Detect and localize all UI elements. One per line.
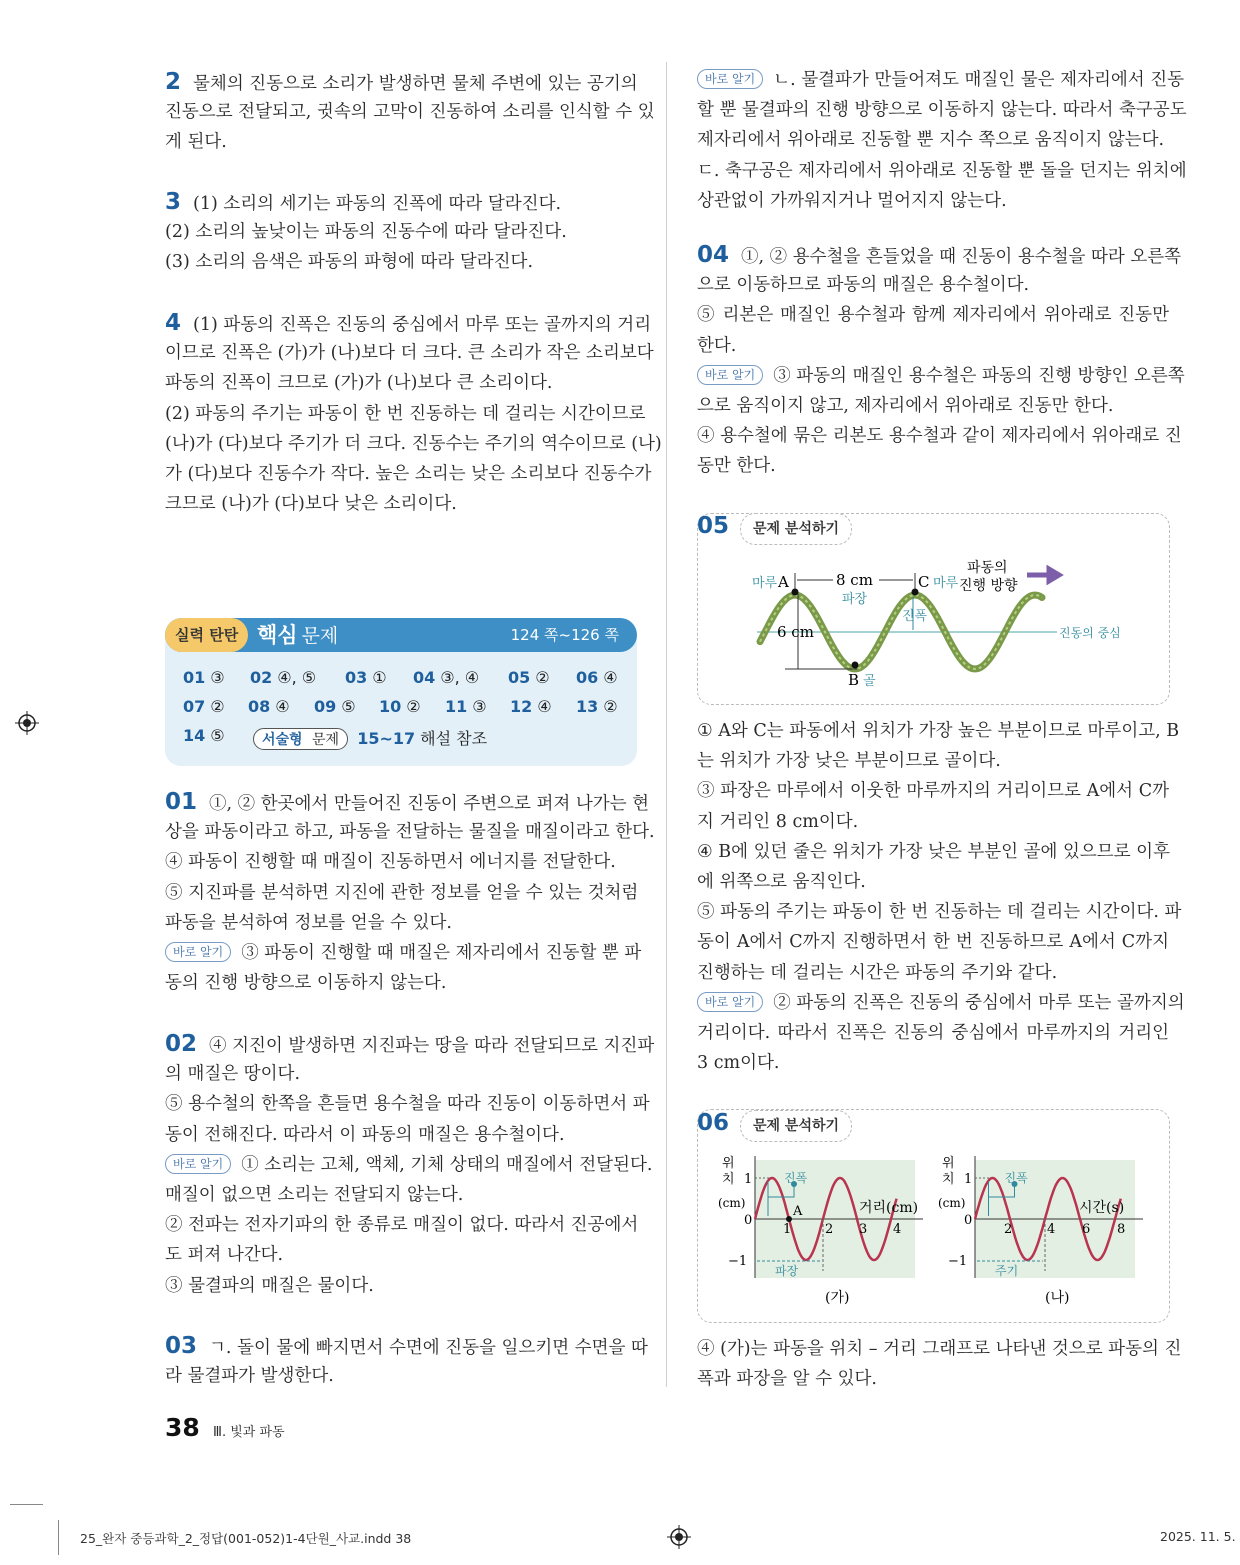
text-line — [697, 746, 1169, 776]
x-tick: 4 — [893, 1222, 902, 1237]
line-text: ③ 파동이 진행할 때 매질은 제자리에서 진동할 뿐 파 — [241, 942, 642, 963]
line-text: ④ (가)는 파동을 위치 – 거리 그래프로 나타낸 것으로 파동의 진 — [697, 1339, 1182, 1359]
essay-tag-bold: 서술형 — [262, 732, 303, 748]
line-text: ③ 파장은 마루에서 이웃한 마루까지의 거리이므로 A에서 C까 — [697, 781, 1169, 802]
correction-badge: 바로 알기 — [165, 1154, 231, 1174]
answer-choice: ② — [535, 668, 550, 687]
answer-question: 06 — [576, 668, 599, 687]
text-line — [697, 927, 1169, 957]
line-text: (1) 파동의 진폭은 진동의 중심에서 마루 또는 골까지의 거리 — [193, 315, 652, 335]
answer-question: 05 — [508, 668, 531, 687]
text-line — [165, 1029, 655, 1059]
text-line — [165, 368, 637, 398]
answer-choice: ④, ⑤ — [277, 668, 317, 687]
line-text: ㄴ. 물결파가 만들어져도 매질인 물은 제자리에서 진동 — [773, 70, 1185, 90]
question-number: 04 — [697, 242, 730, 268]
text-line — [165, 338, 654, 368]
y-axis-label: 치 — [942, 1172, 955, 1187]
y-tick: 0 — [964, 1213, 973, 1228]
answer-key-title — [257, 618, 338, 653]
graph-position-time — [938, 1155, 1143, 1306]
answer-item — [248, 697, 290, 716]
line-text: 할 뿐 물결파의 진행 방향으로 이동하지 않는다. 따라서 축구공도 — [697, 100, 1187, 121]
question-number: 02 — [165, 1031, 198, 1057]
text-line — [697, 95, 1187, 125]
chapter-label: Ⅲ. 빛과 파동 — [213, 1425, 285, 1440]
text-line — [165, 1150, 653, 1180]
line-text: 3 cm이다. — [697, 1053, 780, 1074]
text-line — [165, 308, 652, 338]
answer-choice: ③ — [472, 697, 487, 716]
amplitude-label: 진폭 — [902, 609, 928, 624]
line-text: 의 매질은 땅이다. — [165, 1064, 301, 1085]
registration-mark-icon — [667, 1525, 691, 1549]
line-text: 동만 한다. — [697, 456, 776, 477]
graph-caption: (가) — [825, 1290, 850, 1306]
line-text: 지 거리인 8 cm이다. — [697, 811, 859, 832]
answer-06 — [697, 1334, 1182, 1394]
line-text: 라 물결파가 발생한다. — [165, 1366, 334, 1387]
diagram-05-number: 05 — [697, 513, 730, 539]
registration-mark-icon — [15, 711, 39, 735]
answer-question: 08 — [248, 697, 271, 716]
text-line — [165, 1240, 637, 1270]
line-text: 게 된다. — [165, 132, 227, 153]
y-axis-label: 위 — [722, 1156, 735, 1171]
answer-item — [183, 697, 225, 716]
label-a: A — [778, 573, 789, 591]
answer-key-badge: 실력 탄탄 — [165, 618, 248, 652]
text-line — [165, 1331, 648, 1361]
amplitude-label: 진폭 — [784, 1171, 808, 1185]
point-a-label: A — [793, 1204, 803, 1219]
text-line — [697, 125, 1169, 155]
y-tick: −1 — [728, 1254, 748, 1269]
answer-question: 13 — [576, 697, 599, 716]
line-text: ④ 지진이 발생하면 지진파는 땅을 따라 전달되므로 지진파 — [209, 1036, 655, 1056]
question-number: 4 — [165, 310, 182, 336]
answer-05 — [697, 716, 1185, 1078]
answer-item — [183, 726, 225, 745]
print-date: 2025. 11. 5. — [1160, 1529, 1236, 1544]
correction-badge: 바로 알기 — [697, 69, 763, 89]
question-number: 2 — [165, 69, 182, 95]
answer-question: 11 — [445, 697, 468, 716]
line-text: 는 위치가 가장 낮은 부분이므로 골이다. — [697, 751, 1001, 772]
line-text: (나)가 (다)보다 주기가 더 크다. 진동수는 주기의 역수이므로 (나) — [165, 433, 662, 454]
answer-item — [508, 668, 550, 687]
text-line — [165, 1180, 637, 1210]
text-line — [165, 459, 652, 489]
line-text: ④ 파동이 진행할 때 매질이 진동하면서 에너지를 전달한다. — [165, 852, 616, 873]
line-text: ③ 파동의 매질인 용수철은 파동의 진행 방향인 오른쪽 — [773, 365, 1185, 386]
wavelength-value: 8 cm — [836, 571, 873, 589]
text-line — [697, 1048, 1169, 1078]
answer-03-continued — [697, 65, 1187, 216]
wavelength-label: 파장 — [842, 592, 868, 607]
y-axis-label: (cm) — [938, 1196, 966, 1210]
line-text: ④ B에 있던 줄은 위치가 가장 낮은 부분인 골에 있으므로 이후 — [697, 841, 1170, 862]
answer-question: 09 — [314, 697, 337, 716]
trough-label: 골 — [863, 674, 876, 689]
line-text: ①, ② 한곳에서 만들어진 진동이 주변으로 퍼져 나가는 현 — [209, 794, 650, 814]
text-line — [165, 1120, 637, 1150]
line-text: (1) 소리의 세기는 파동의 진폭에 따라 달라진다. — [193, 194, 562, 214]
text-line — [165, 67, 637, 97]
text-line — [165, 787, 650, 817]
page-number: 38 — [165, 1413, 200, 1442]
direction-label-2: 진행 방향 — [959, 578, 1018, 594]
x-tick: 4 — [1047, 1222, 1056, 1237]
line-text: ①, ② 용수철을 흔들었을 때 진동이 용수철을 따라 오른쪽 — [741, 247, 1182, 267]
text-line — [697, 65, 1185, 95]
text-line — [165, 247, 637, 277]
line-text: ④ 용수철에 묶은 리본도 용수철과 같이 제자리에서 위아래로 진 — [697, 426, 1182, 447]
answer-choice: ③ — [210, 668, 225, 687]
essay-tag — [253, 728, 348, 750]
line-text: 으로 움직이지 않고, 제자리에서 위아래로 진동만 한다. — [697, 395, 1114, 416]
answer-item — [379, 697, 421, 716]
line-text: 제자리에서 위아래로 진동할 뿐 지수 쪽으로 움직이지 않는다. — [697, 130, 1165, 151]
x-tick: 1 — [783, 1222, 792, 1237]
label-b: B — [848, 671, 860, 689]
text-line — [697, 1018, 1169, 1048]
line-text: (2) 파동의 주기는 파동이 한 번 진동하는 데 걸리는 시간이므로 — [165, 403, 646, 424]
amplitude-label: 진폭 — [1004, 1171, 1028, 1185]
crest-label-a: 마루 — [752, 576, 778, 591]
line-text: ② 전파는 전자기파의 한 종류로 매질이 없다. 따라서 진공에서 — [165, 1215, 639, 1236]
text-line — [697, 958, 1169, 988]
answer-04 — [697, 240, 1185, 482]
line-text: 동의 진행 방향으로 이동하지 않는다. — [165, 973, 447, 994]
span-label: 파장 — [775, 1264, 799, 1278]
text-line — [165, 968, 637, 998]
text-line — [165, 1271, 637, 1301]
x-axis-label: 거리(cm) — [859, 1200, 919, 1216]
line-text: 파동을 분석하여 정보를 얻을 수 있다. — [165, 912, 452, 933]
line-text: ⑤ 지진파를 분석하면 지진에 관한 정보를 얻을 수 있는 것처럼 — [165, 882, 639, 903]
line-text: 물체의 진동으로 소리가 발생하면 물체 주변에 있는 공기의 — [193, 74, 638, 94]
point-a — [786, 1216, 792, 1222]
answer-item — [576, 697, 618, 716]
text-line — [697, 897, 1182, 927]
answer-choice: ⑤ — [341, 697, 356, 716]
answer-item — [250, 668, 316, 687]
y-axis-label: 위 — [942, 1156, 955, 1171]
answer-item — [413, 668, 479, 687]
answer-01 — [165, 787, 655, 998]
answer-key-pages: 124 쪽~126 쪽 — [510, 626, 619, 644]
question-number: 01 — [165, 789, 198, 815]
direction-arrow-icon — [1027, 569, 1059, 581]
text-line — [165, 1089, 650, 1119]
answer-question: 10 — [379, 697, 402, 716]
line-text: ① 소리는 고체, 액체, 기체 상태의 매질에서 전달된다. — [241, 1154, 653, 1175]
answer-02 — [165, 1029, 655, 1301]
question-number: 3 — [165, 189, 182, 215]
answer-key-header — [165, 618, 637, 652]
answer-03 — [165, 1331, 648, 1391]
answer-3 — [165, 187, 637, 278]
line-text: 에 위쪽으로 움직인다. — [697, 871, 866, 892]
line-text: (2) 소리의 높낮이는 파동의 진동수에 따라 달라진다. — [165, 222, 567, 243]
text-line — [697, 988, 1185, 1018]
text-line — [165, 1361, 637, 1391]
point-a — [792, 589, 799, 596]
crop-mark — [58, 1520, 59, 1555]
y-tick: 1 — [964, 1172, 973, 1187]
line-text: 상을 파동이라고 하고, 파동을 전달하는 물질을 매질이라고 한다. — [165, 822, 655, 843]
label-c: C — [918, 573, 930, 591]
line-text: (3) 소리의 음색은 파동의 파형에 따라 달라진다. — [165, 252, 534, 273]
crop-mark — [10, 1504, 43, 1505]
column-divider — [666, 62, 667, 1387]
line-text: 가 (다)보다 진동수가 작다. 높은 소리는 낮은 소리보다 진동수가 — [165, 463, 652, 484]
answer-item — [510, 697, 552, 716]
line-text: ⑤ 리본은 매질인 용수철과 함께 제자리에서 위아래로 진동만 — [697, 305, 1169, 326]
line-text: 상관없이 가까워지거나 멀어지지 않는다. — [697, 190, 1007, 211]
text-line — [165, 97, 655, 127]
text-line — [697, 837, 1169, 867]
text-line — [697, 716, 1180, 746]
file-slug: 25_완자 중등과학_2_정답(001-052)1-4단원_사교.indd 38 — [80, 1531, 412, 1546]
x-tick: 3 — [859, 1222, 868, 1237]
text-line — [697, 186, 1169, 216]
text-line — [697, 1364, 1169, 1394]
point-b — [852, 662, 859, 669]
line-text: ⑤ 파동의 주기는 파동이 한 번 진동하는 데 걸리는 시간이다. 파 — [697, 902, 1182, 923]
height-value: 6 cm — [777, 623, 814, 641]
title-bold: 핵심 — [257, 623, 298, 647]
essay-note — [253, 726, 487, 750]
line-text: 폭과 파장을 알 수 있다. — [697, 1369, 877, 1390]
graph-position-distance — [718, 1155, 923, 1306]
x-tick: 2 — [825, 1222, 834, 1237]
line-text: 이므로 진폭은 (가)가 (나)보다 더 크다. 큰 소리가 작은 소리보다 — [165, 343, 654, 364]
text-line — [165, 908, 637, 938]
text-line — [165, 938, 642, 968]
line-text: 진동으로 전달되고, 귓속의 고막이 진동하여 소리를 인식할 수 있 — [165, 102, 655, 123]
text-line — [165, 429, 662, 459]
answer-item — [445, 697, 487, 716]
line-text: 파동의 진폭이 크므로 (가)가 (나)보다 큰 소리이다. — [165, 373, 553, 394]
text-line — [165, 399, 646, 429]
line-text: 한다. — [697, 335, 737, 356]
answer-question: 14 — [183, 726, 206, 745]
answer-item — [345, 668, 387, 687]
wave-graphs — [697, 1109, 1169, 1321]
answer-choice: ④ — [275, 697, 290, 716]
correction-badge: 바로 알기 — [697, 365, 763, 385]
line-text: 거리이다. 따라서 진폭은 진동의 중심에서 마루까지의 거리인 — [697, 1022, 1169, 1043]
text-line — [697, 867, 1169, 897]
answer-choice: ② — [406, 697, 421, 716]
answer-choice: ⑤ — [210, 726, 225, 745]
question-number: 03 — [165, 1333, 198, 1359]
text-line — [697, 421, 1182, 451]
text-line — [697, 270, 1169, 300]
line-text: ㄱ. 돌이 물에 빠지면서 수면에 진동을 일으키면 수면을 따 — [209, 1338, 648, 1358]
line-text: 동이 전해진다. 따라서 이 파동의 매질은 용수철이다. — [165, 1124, 565, 1145]
x-tick: 6 — [1082, 1222, 1091, 1237]
answer-item — [183, 668, 225, 687]
text-line — [697, 776, 1169, 806]
x-tick: 2 — [1004, 1222, 1013, 1237]
answer-choice: ② — [603, 697, 618, 716]
answer-item — [314, 697, 356, 716]
answer-question: 07 — [183, 697, 206, 716]
y-tick: 1 — [744, 1172, 753, 1187]
diagram-05-tag: 문제 분석하기 — [740, 513, 852, 545]
line-text: 진행하는 데 걸리는 시간은 파동의 주기와 같다. — [697, 962, 1058, 983]
text-line — [165, 847, 637, 877]
text-line — [697, 331, 1169, 361]
line-text: ③ 물결파의 매질은 물이다. — [165, 1275, 374, 1296]
answer-4 — [165, 308, 662, 519]
text-line — [697, 1334, 1182, 1364]
wave-diagram — [697, 513, 1169, 703]
text-line — [697, 451, 1169, 481]
line-text: ① A와 C는 파동에서 위치가 가장 높은 부분이므로 마루이고, B — [697, 721, 1180, 741]
text-line — [697, 300, 1169, 330]
line-text: 도 퍼져 나간다. — [165, 1245, 284, 1266]
essay-tag-text: 문제 — [312, 732, 340, 748]
answer-item — [576, 668, 618, 687]
text-line — [165, 1210, 637, 1240]
text-line — [697, 361, 1185, 391]
answer-question: 02 — [250, 668, 273, 687]
correction-badge: 바로 알기 — [697, 992, 763, 1012]
line-text: 매질이 없으면 소리는 전달되지 않는다. — [165, 1184, 464, 1205]
y-tick: −1 — [948, 1254, 968, 1269]
line-text: ⑤ 용수철의 한쪽을 흔들면 용수철을 따라 진동이 이동하면서 파 — [165, 1094, 650, 1115]
line-text: 동이 A에서 C까지 진행하면서 한 번 진동하므로 A에서 C까지 — [697, 932, 1169, 953]
text-line — [697, 391, 1169, 421]
line-text: 크므로 (나)가 (다)보다 낮은 소리이다. — [165, 494, 457, 515]
x-axis-label: 시간(s) — [1079, 1200, 1125, 1216]
essay-note-text: 해설 참조 — [420, 729, 488, 748]
span-label: 주기 — [995, 1264, 1019, 1278]
x-tick: 8 — [1117, 1222, 1126, 1237]
answer-choice: ③, ④ — [440, 668, 480, 687]
y-axis-label: (cm) — [718, 1196, 746, 1210]
text-line — [165, 127, 637, 157]
line-text: ② 파동의 진폭은 진동의 중심에서 마루 또는 골까지의 — [773, 992, 1185, 1013]
answer-question: 12 — [510, 697, 533, 716]
essay-range: 15~17 — [357, 729, 416, 748]
text-line — [165, 1059, 637, 1089]
line-text: 으로 이동하므로 파동의 매질은 용수철이다. — [697, 275, 1030, 296]
title-text: 문제 — [301, 625, 339, 647]
answer-key-box — [165, 618, 637, 766]
answer-question: 01 — [183, 668, 206, 687]
text-line — [697, 156, 1187, 186]
diagram-06-number: 06 — [697, 1110, 730, 1136]
text-line — [165, 489, 637, 519]
line-text: ㄷ. 축구공은 제자리에서 위아래로 진동할 뿐 돌을 던지는 위치에 — [697, 160, 1187, 181]
crest-label-c: 마루 — [933, 576, 959, 591]
answer-choice: ④ — [537, 697, 552, 716]
correction-badge: 바로 알기 — [165, 942, 231, 962]
y-axis-label: 치 — [722, 1172, 735, 1187]
y-tick: 0 — [744, 1213, 753, 1228]
text-line — [697, 807, 1169, 837]
text-line — [697, 240, 1182, 270]
answer-question: 03 — [345, 668, 368, 687]
graph-caption: (나) — [1045, 1290, 1070, 1306]
answer-choice: ② — [210, 697, 225, 716]
text-line — [165, 217, 637, 247]
diagram-06-tag: 문제 분석하기 — [740, 1110, 852, 1142]
center-label: 진동의 중심 — [1059, 626, 1121, 640]
text-line — [165, 187, 637, 217]
text-line — [165, 817, 655, 847]
text-line — [165, 878, 637, 908]
answer-choice: ④ — [603, 668, 618, 687]
answer-question: 04 — [413, 668, 436, 687]
answer-choice: ① — [372, 668, 387, 687]
answer-2 — [165, 67, 655, 158]
direction-label-1: 파동의 — [967, 560, 1008, 576]
